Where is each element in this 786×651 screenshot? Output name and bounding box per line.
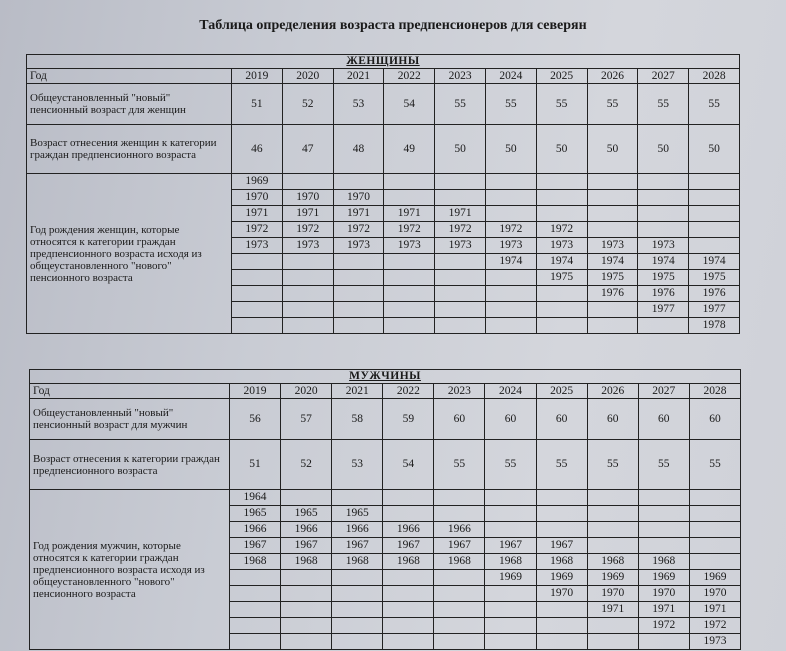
year-cell: 2021 xyxy=(333,69,384,84)
birth-year-cell xyxy=(485,634,536,650)
birth-year-cell xyxy=(282,286,333,302)
birth-year-cell: 1966 xyxy=(434,522,485,538)
birth-year-cell: 1968 xyxy=(383,554,434,570)
birth-year-cell: 1973 xyxy=(689,634,740,650)
birth-year-cell xyxy=(689,190,740,206)
retirement-age-cell: 59 xyxy=(383,399,434,440)
birth-year-cell: 1969 xyxy=(536,570,587,586)
pre-retirement-age-cell: 46 xyxy=(232,125,283,174)
birth-year-cell: 1973 xyxy=(435,238,486,254)
birth-year-cell xyxy=(485,270,536,286)
birth-year-cell xyxy=(332,570,383,586)
retirement-age-cell: 56 xyxy=(230,399,281,440)
birth-year-cell: 1976 xyxy=(587,286,638,302)
birth-year-cell xyxy=(333,254,384,270)
birth-year-cell xyxy=(435,174,486,190)
birth-year-cell: 1972 xyxy=(638,618,689,634)
birth-year-cell xyxy=(434,586,485,602)
birth-year-cell xyxy=(435,190,486,206)
birth-year-cell: 1973 xyxy=(384,238,435,254)
birth-year-cell xyxy=(434,570,485,586)
birth-year-cell xyxy=(434,490,485,506)
birth-year-cell xyxy=(638,222,689,238)
birth-year-cell xyxy=(689,506,740,522)
men-header: МУЖЧИНЫ xyxy=(30,370,741,384)
retirement-age-cell: 60 xyxy=(689,399,740,440)
birth-year-cell xyxy=(587,538,638,554)
year-cell: 2024 xyxy=(485,384,536,399)
birth-year-cell xyxy=(689,206,740,222)
pre-retirement-age-cell: 53 xyxy=(332,440,383,490)
birth-year-cell xyxy=(536,190,587,206)
birth-year-cell xyxy=(384,302,435,318)
birth-year-cell xyxy=(587,634,638,650)
birth-year-cell: 1971 xyxy=(638,602,689,618)
year-cell: 2019 xyxy=(232,69,283,84)
birth-year-cell xyxy=(434,618,485,634)
birth-year-cell xyxy=(232,270,283,286)
birth-year-cell xyxy=(536,490,587,506)
birth-year-cell: 1969 xyxy=(587,570,638,586)
birth-year-cell xyxy=(230,586,281,602)
year-cell: 2025 xyxy=(536,69,587,84)
birth-year-cell xyxy=(536,318,587,334)
birth-year-cell: 1969 xyxy=(232,174,283,190)
birth-year-cell xyxy=(282,254,333,270)
year-cell: 2023 xyxy=(434,384,485,399)
birth-year-cell: 1967 xyxy=(332,538,383,554)
birth-year-cell xyxy=(333,286,384,302)
birth-year-cell xyxy=(281,618,332,634)
year-cell: 2028 xyxy=(689,384,740,399)
retirement-age-cell: 58 xyxy=(332,399,383,440)
birth-year-cell xyxy=(689,538,740,554)
birth-year-cell xyxy=(587,222,638,238)
birth-year-cell xyxy=(332,618,383,634)
retirement-age-label: Общеустановленный "новый" пенсионный возраст для мужчин xyxy=(30,399,230,440)
birth-year-cell: 1972 xyxy=(689,618,740,634)
birth-year-cell: 1972 xyxy=(232,222,283,238)
birth-year-cell xyxy=(333,318,384,334)
birth-year-cell: 1970 xyxy=(282,190,333,206)
birth-year-cell xyxy=(485,618,536,634)
birth-year-cell xyxy=(485,522,536,538)
birth-year-cell xyxy=(281,586,332,602)
pre-retirement-age-cell: 55 xyxy=(485,440,536,490)
birth-year-cell xyxy=(333,302,384,318)
birth-year-cell xyxy=(230,602,281,618)
retirement-age-cell: 60 xyxy=(434,399,485,440)
birth-year-cell xyxy=(383,602,434,618)
birth-year-row xyxy=(30,490,741,506)
birth-year-cell: 1971 xyxy=(587,602,638,618)
birth-year-cell xyxy=(384,254,435,270)
pre-retirement-age-cell: 55 xyxy=(536,440,587,490)
birth-year-cell xyxy=(384,174,435,190)
birth-year-cell: 1965 xyxy=(332,506,383,522)
birth-year-cell: 1970 xyxy=(638,586,689,602)
birth-year-cell xyxy=(485,506,536,522)
birth-year-cell: 1973 xyxy=(232,238,283,254)
birth-year-cell: 1970 xyxy=(232,190,283,206)
birth-year-cell xyxy=(383,618,434,634)
birth-year-cell: 1969 xyxy=(485,570,536,586)
birth-year-cell: 1967 xyxy=(230,538,281,554)
year-cell: 2021 xyxy=(332,384,383,399)
birth-year-cell xyxy=(383,490,434,506)
year-cell: 2020 xyxy=(281,384,332,399)
birth-year-cell xyxy=(536,506,587,522)
birth-year-cell xyxy=(384,270,435,286)
retirement-age-cell: 55 xyxy=(485,84,536,125)
birth-year-cell: 1967 xyxy=(434,538,485,554)
retirement-age-cell: 54 xyxy=(384,84,435,125)
birth-year-cell: 1967 xyxy=(281,538,332,554)
retirement-age-cell: 55 xyxy=(638,84,689,125)
birth-year-cell: 1967 xyxy=(485,538,536,554)
birth-year-cell: 1973 xyxy=(536,238,587,254)
birth-year-cell xyxy=(587,174,638,190)
birth-year-cell: 1972 xyxy=(282,222,333,238)
retirement-age-cell: 60 xyxy=(485,399,536,440)
birth-year-cell xyxy=(587,206,638,222)
birth-year-cell xyxy=(384,286,435,302)
birth-year-cell xyxy=(536,206,587,222)
women-header: ЖЕНЩИНЫ xyxy=(27,55,740,69)
birth-year-cell: 1967 xyxy=(383,538,434,554)
retirement-age-cell: 55 xyxy=(536,84,587,125)
year-cell: 2027 xyxy=(638,69,689,84)
birth-year-cell xyxy=(434,506,485,522)
year-cell: 2024 xyxy=(485,69,536,84)
birth-year-cell: 1974 xyxy=(689,254,740,270)
birth-year-cell: 1972 xyxy=(485,222,536,238)
birth-year-cell: 1971 xyxy=(282,206,333,222)
birth-year-cell xyxy=(281,634,332,650)
pre-retirement-age-cell: 51 xyxy=(230,440,281,490)
year-cell: 2028 xyxy=(689,69,740,84)
birth-year-cell: 1975 xyxy=(638,270,689,286)
year-cell: 2023 xyxy=(435,69,486,84)
birth-year-cell xyxy=(485,490,536,506)
birth-year-cell xyxy=(232,254,283,270)
birth-year-cell xyxy=(282,302,333,318)
birth-year-cell: 1972 xyxy=(536,222,587,238)
birth-year-cell xyxy=(232,286,283,302)
year-label: Год xyxy=(27,69,232,84)
birth-year-cell xyxy=(435,270,486,286)
year-cell: 2020 xyxy=(282,69,333,84)
birth-year-cell: 1966 xyxy=(383,522,434,538)
pre-retirement-age-cell: 52 xyxy=(281,440,332,490)
year-cell: 2026 xyxy=(587,69,638,84)
birth-year-cell xyxy=(689,222,740,238)
birth-year-cell xyxy=(587,522,638,538)
birth-year-cell: 1972 xyxy=(384,222,435,238)
birth-year-cell xyxy=(485,602,536,618)
birth-year-label: Год рождения женщин, которые относятся к категории граждан предпенсионного возраста исходя из общеустановленного "нового" пенсионного возраста xyxy=(27,174,232,334)
birth-year-cell xyxy=(587,190,638,206)
retirement-age-cell: 55 xyxy=(587,84,638,125)
birth-year-cell xyxy=(536,302,587,318)
birth-year-cell: 1968 xyxy=(434,554,485,570)
birth-year-cell xyxy=(485,174,536,190)
birth-year-cell: 1966 xyxy=(332,522,383,538)
birth-year-cell xyxy=(230,570,281,586)
birth-year-cell: 1967 xyxy=(536,538,587,554)
birth-year-cell xyxy=(536,618,587,634)
birth-year-cell: 1971 xyxy=(435,206,486,222)
birth-year-cell: 1972 xyxy=(435,222,486,238)
birth-year-cell: 1974 xyxy=(485,254,536,270)
document-title: Таблица определения возраста предпенсионеров для северян xyxy=(199,18,587,33)
pre-retirement-age-cell: 55 xyxy=(689,440,740,490)
birth-year-cell xyxy=(587,302,638,318)
birth-year-cell xyxy=(536,602,587,618)
birth-year-cell xyxy=(536,174,587,190)
men-table xyxy=(29,369,741,650)
birth-year-row xyxy=(27,174,740,190)
birth-year-cell: 1965 xyxy=(230,506,281,522)
retirement-age-cell: 60 xyxy=(638,399,689,440)
birth-year-label: Год рождения мужчин, которые относятся к категории граждан предпенсионного возраста исходя из общеустановленного "нового" пенсионного возраста xyxy=(30,490,230,650)
birth-year-cell xyxy=(536,522,587,538)
pre-retirement-age-cell: 55 xyxy=(638,440,689,490)
birth-year-cell xyxy=(434,602,485,618)
birth-year-cell xyxy=(282,318,333,334)
birth-year-cell: 1970 xyxy=(587,586,638,602)
birth-year-cell xyxy=(638,490,689,506)
birth-year-cell xyxy=(485,302,536,318)
retirement-age-cell: 52 xyxy=(282,84,333,125)
retirement-age-cell: 60 xyxy=(536,399,587,440)
birth-year-cell xyxy=(232,318,283,334)
year-label: Год xyxy=(30,384,230,399)
birth-year-cell xyxy=(383,506,434,522)
birth-year-cell: 1968 xyxy=(281,554,332,570)
birth-year-cell xyxy=(689,238,740,254)
birth-year-cell xyxy=(332,586,383,602)
birth-year-cell: 1968 xyxy=(230,554,281,570)
birth-year-cell xyxy=(689,554,740,570)
retirement-age-cell: 57 xyxy=(281,399,332,440)
birth-year-cell: 1968 xyxy=(485,554,536,570)
birth-year-cell xyxy=(282,174,333,190)
birth-year-cell xyxy=(689,174,740,190)
year-cell: 2027 xyxy=(638,384,689,399)
birth-year-cell: 1971 xyxy=(384,206,435,222)
retirement-age-cell: 60 xyxy=(587,399,638,440)
birth-year-cell xyxy=(435,286,486,302)
pre-retirement-age-cell: 50 xyxy=(536,125,587,174)
birth-year-cell: 1968 xyxy=(587,554,638,570)
birth-year-cell: 1977 xyxy=(638,302,689,318)
retirement-age-label: Общеустановленный "новый" пенсионный возраст для женщин xyxy=(27,84,232,125)
birth-year-cell xyxy=(434,634,485,650)
birth-year-cell xyxy=(587,490,638,506)
birth-year-cell xyxy=(383,634,434,650)
birth-year-cell xyxy=(332,490,383,506)
birth-year-cell xyxy=(435,254,486,270)
birth-year-cell xyxy=(435,302,486,318)
birth-year-cell xyxy=(485,318,536,334)
birth-year-cell xyxy=(281,602,332,618)
year-cell: 2026 xyxy=(587,384,638,399)
birth-year-cell xyxy=(333,174,384,190)
birth-year-cell xyxy=(485,206,536,222)
birth-year-cell xyxy=(230,618,281,634)
birth-year-cell: 1973 xyxy=(333,238,384,254)
pre-retirement-age-cell: 50 xyxy=(587,125,638,174)
birth-year-cell xyxy=(638,506,689,522)
birth-year-cell xyxy=(638,522,689,538)
birth-year-cell: 1968 xyxy=(638,554,689,570)
retirement-age-cell: 55 xyxy=(689,84,740,125)
birth-year-cell xyxy=(485,190,536,206)
birth-year-cell xyxy=(689,522,740,538)
birth-year-cell: 1978 xyxy=(689,318,740,334)
birth-year-cell xyxy=(536,634,587,650)
birth-year-cell xyxy=(281,570,332,586)
birth-year-cell xyxy=(587,506,638,522)
pre-retirement-age-cell: 47 xyxy=(282,125,333,174)
birth-year-cell: 1970 xyxy=(333,190,384,206)
birth-year-cell: 1973 xyxy=(638,238,689,254)
year-cell: 2019 xyxy=(230,384,281,399)
birth-year-cell xyxy=(281,490,332,506)
birth-year-cell xyxy=(638,318,689,334)
birth-year-cell: 1970 xyxy=(689,586,740,602)
pre-retirement-age-cell: 50 xyxy=(435,125,486,174)
pre-retirement-age-cell: 50 xyxy=(485,125,536,174)
birth-year-cell xyxy=(384,318,435,334)
pre-retirement-age-label: Возраст отнесения к категории граждан предпенсионного возраста xyxy=(30,440,230,490)
pre-retirement-age-cell: 55 xyxy=(434,440,485,490)
birth-year-cell: 1971 xyxy=(689,602,740,618)
birth-year-cell: 1966 xyxy=(230,522,281,538)
birth-year-cell: 1974 xyxy=(536,254,587,270)
women-table xyxy=(26,54,740,334)
birth-year-cell xyxy=(232,302,283,318)
birth-year-cell: 1977 xyxy=(689,302,740,318)
birth-year-cell: 1971 xyxy=(333,206,384,222)
birth-year-cell xyxy=(332,602,383,618)
birth-year-cell: 1973 xyxy=(485,238,536,254)
year-cell: 2022 xyxy=(383,384,434,399)
birth-year-cell xyxy=(485,286,536,302)
birth-year-cell xyxy=(638,190,689,206)
birth-year-cell xyxy=(332,634,383,650)
birth-year-cell: 1973 xyxy=(587,238,638,254)
birth-year-cell: 1973 xyxy=(282,238,333,254)
birth-year-cell: 1974 xyxy=(587,254,638,270)
birth-year-cell xyxy=(638,206,689,222)
pre-retirement-age-cell: 50 xyxy=(689,125,740,174)
birth-year-cell: 1969 xyxy=(689,570,740,586)
retirement-age-cell: 53 xyxy=(333,84,384,125)
birth-year-cell: 1971 xyxy=(232,206,283,222)
birth-year-cell: 1968 xyxy=(332,554,383,570)
birth-year-cell: 1965 xyxy=(281,506,332,522)
birth-year-cell: 1976 xyxy=(689,286,740,302)
birth-year-cell xyxy=(638,634,689,650)
birth-year-cell xyxy=(587,618,638,634)
birth-year-cell: 1969 xyxy=(638,570,689,586)
birth-year-cell xyxy=(638,174,689,190)
birth-year-cell xyxy=(638,538,689,554)
retirement-age-cell: 55 xyxy=(435,84,486,125)
birth-year-cell: 1975 xyxy=(587,270,638,286)
year-cell: 2025 xyxy=(536,384,587,399)
retirement-age-cell: 51 xyxy=(232,84,283,125)
birth-year-cell xyxy=(230,634,281,650)
birth-year-cell xyxy=(587,318,638,334)
pre-retirement-age-cell: 54 xyxy=(383,440,434,490)
birth-year-cell: 1968 xyxy=(536,554,587,570)
year-cell: 2022 xyxy=(384,69,435,84)
birth-year-cell xyxy=(282,270,333,286)
birth-year-cell: 1970 xyxy=(536,586,587,602)
birth-year-cell xyxy=(435,318,486,334)
pre-retirement-age-cell: 49 xyxy=(384,125,435,174)
birth-year-cell xyxy=(485,586,536,602)
birth-year-cell: 1966 xyxy=(281,522,332,538)
birth-year-cell: 1972 xyxy=(333,222,384,238)
birth-year-cell xyxy=(333,270,384,286)
birth-year-cell: 1974 xyxy=(638,254,689,270)
birth-year-cell: 1964 xyxy=(230,490,281,506)
pre-retirement-age-cell: 48 xyxy=(333,125,384,174)
birth-year-cell xyxy=(384,190,435,206)
birth-year-cell: 1975 xyxy=(536,270,587,286)
pre-retirement-age-cell: 50 xyxy=(638,125,689,174)
birth-year-cell xyxy=(383,570,434,586)
birth-year-cell xyxy=(383,586,434,602)
pre-retirement-age-label: Возраст отнесения женщин к категории граждан предпенсионного возраста xyxy=(27,125,232,174)
birth-year-cell: 1976 xyxy=(638,286,689,302)
birth-year-cell xyxy=(689,490,740,506)
birth-year-cell: 1975 xyxy=(689,270,740,286)
birth-year-cell xyxy=(536,286,587,302)
pre-retirement-age-cell: 55 xyxy=(587,440,638,490)
